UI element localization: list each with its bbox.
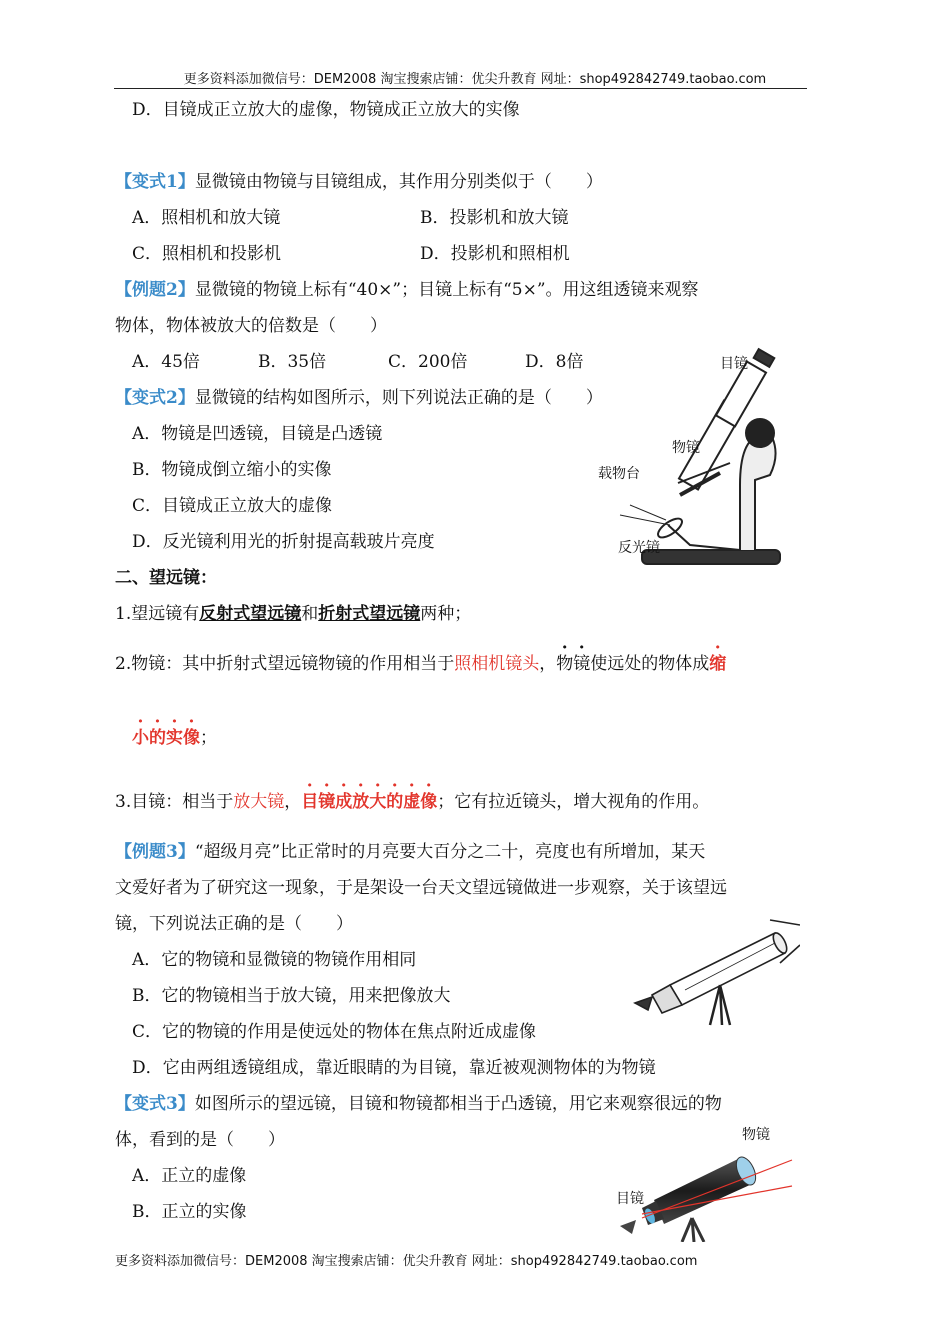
point1-line xyxy=(115,604,471,624)
example3-question-line3: 镜，下列说法正确的是（ ） xyxy=(115,914,353,934)
variant2-tag: 【变式2】 xyxy=(115,388,195,408)
page-footer: 更多资料添加微信号：DEM2008 淘宝搜索店铺：优尖升教育 网址：shop492842749.taobao.com xyxy=(115,1254,698,1269)
variant3-tag: 【变式3】 xyxy=(115,1094,195,1114)
example2-question-line1 xyxy=(115,280,699,300)
point3-emph-2: 镜 xyxy=(318,792,336,812)
point3-emph-6: 的 xyxy=(386,792,404,812)
variant2-question xyxy=(115,388,603,408)
page-header: 更多资料添加微信号：DEM2008 淘宝搜索店铺：优尖升教育 网址：shop492842749.taobao.com xyxy=(183,72,767,87)
variant1-option-c: C．照相机和投影机 xyxy=(132,244,282,264)
point2-mid: ， xyxy=(539,654,557,674)
label-mirror: 反光镜 xyxy=(618,540,660,556)
example3-option-a: A．它的物镜和显微镜的物镜作用相同 xyxy=(132,950,417,970)
variant1-option-a: A．照相机和放大镜 xyxy=(132,208,281,228)
point2-red-2: 小 xyxy=(132,728,149,748)
point2-line2 xyxy=(132,728,217,748)
section-telescope-heading: 二、望远镜： xyxy=(115,568,217,588)
point1-post: 两种； xyxy=(420,604,472,624)
point3-line xyxy=(115,792,709,812)
point3-emph-8: 像 xyxy=(420,792,438,812)
telescope2-drawing xyxy=(612,1122,798,1242)
variant1-question xyxy=(115,172,603,192)
point3-comma: ， xyxy=(284,792,302,812)
label-objective: 物镜 xyxy=(672,440,700,456)
point2-red-1: 缩 xyxy=(709,654,727,674)
point3-emph-7: 虚 xyxy=(403,792,421,812)
point2-end: ； xyxy=(200,728,217,748)
point2-red-3: 的 xyxy=(149,728,166,748)
point2-emph-2: 镜 xyxy=(573,654,591,674)
example2-text: 显微镜的物镜上标有“40×”；目镜上标有“5×”。用这组透镜来观察 xyxy=(194,280,699,300)
point3-emph-1: 目 xyxy=(301,792,319,812)
point3-post: ；它有拉近镜头，增大视角的作用。 xyxy=(437,792,710,812)
point2-post: 使远处的物体成 xyxy=(590,654,710,674)
variant3-option-a: A．正立的虚像 xyxy=(132,1166,247,1186)
point1-pre: 1.望远镜有 xyxy=(115,604,200,624)
point1-mid: 和 xyxy=(301,604,319,624)
label-objective-2: 物镜 xyxy=(742,1127,770,1143)
variant1-text: 显微镜由物镜与目镜组成，其作用分别类似于（ ） xyxy=(194,172,603,192)
option-d-prev: D．目镜成正立放大的虚像，物镜成正立放大的实像 xyxy=(132,100,520,120)
example2-option-d: D．8倍 xyxy=(525,352,584,372)
example2-option-a: A．45倍 xyxy=(132,352,200,372)
example3-option-b: B．它的物镜相当于放大镜，用来把像放大 xyxy=(132,986,451,1006)
variant2-text: 显微镜的结构如图所示，则下列说法正确的是（ ） xyxy=(194,388,603,408)
variant1-option-b: B．投影机和放大镜 xyxy=(420,208,569,228)
telescope1-figure xyxy=(630,915,800,1027)
point2-red-4: 实 xyxy=(166,728,183,748)
point3-pre: 3.目镜：相当于 xyxy=(115,792,234,812)
variant2-option-d: D．反光镜利用光的折射提高载玻片亮度 xyxy=(132,532,435,552)
example3-text: “超级月亮”比正常时的月亮要大百分之二十，亮度也有所增加，某天 xyxy=(194,842,706,862)
point3-magnifier: 放大镜 xyxy=(233,792,285,812)
variant1-tag: 【变式1】 xyxy=(115,172,195,192)
telescope1-drawing xyxy=(630,915,800,1027)
variant3-text: 如图所示的望远镜，目镜和物镜都相当于凸透镜，用它来观察很远的物 xyxy=(194,1094,722,1114)
example3-option-d: D．它由两组透镜组成，靠近眼睛的为目镜，靠近被观测物体的为物镜 xyxy=(132,1058,656,1078)
variant2-option-a: A．物镜是凹透镜，目镜是凸透镜 xyxy=(132,424,383,444)
point3-emph-4: 放 xyxy=(352,792,370,812)
point1-refracting: 折射式望远镜 xyxy=(318,604,421,624)
example2-tag: 【例题2】 xyxy=(115,280,195,300)
label-stage: 载物台 xyxy=(598,466,640,482)
example3-question-line1 xyxy=(115,842,705,862)
point2-red-5: 像 xyxy=(183,728,200,748)
variant3-option-b: B．正立的实像 xyxy=(132,1202,247,1222)
variant3-question-line1 xyxy=(115,1094,722,1114)
example2-option-b: B．35倍 xyxy=(258,352,327,372)
example3-question-line2: 文爱好者为了研究这一现象，于是架设一台天文望远镜做进一步观察，关于该望远 xyxy=(115,878,727,898)
example3-tag: 【例题3】 xyxy=(115,842,195,862)
label-eyepiece: 目镜 xyxy=(720,356,748,372)
point2-emph-1: 物 xyxy=(556,654,574,674)
point3-emph-3: 成 xyxy=(335,792,353,812)
point1-reflecting: 反射式望远镜 xyxy=(199,604,302,624)
point2-line1 xyxy=(115,654,726,674)
example2-question-line2: 物体，物体被放大的倍数是（ ） xyxy=(115,316,387,336)
label-eyepiece-2: 目镜 xyxy=(616,1191,644,1207)
telescope2-figure xyxy=(612,1122,798,1242)
header-rule xyxy=(114,88,807,89)
variant3-question-line2: 体，看到的是（ ） xyxy=(115,1130,285,1150)
point2-pre: 2.物镜：其中折射式望远镜物镜的作用相当于 xyxy=(115,654,455,674)
example2-option-c: C．200倍 xyxy=(388,352,468,372)
point3-emph-5: 大 xyxy=(369,792,387,812)
example3-option-c: C．它的物镜的作用是使远处的物体在焦点附近成虚像 xyxy=(132,1022,537,1042)
microscope-figure xyxy=(590,345,790,577)
variant2-option-c: C．目镜成正立放大的虚像 xyxy=(132,496,333,516)
variant1-option-d: D．投影机和照相机 xyxy=(420,244,570,264)
point2-camera-lens: 照相机镜头 xyxy=(454,654,540,674)
variant2-option-b: B．物镜成倒立缩小的实像 xyxy=(132,460,332,480)
